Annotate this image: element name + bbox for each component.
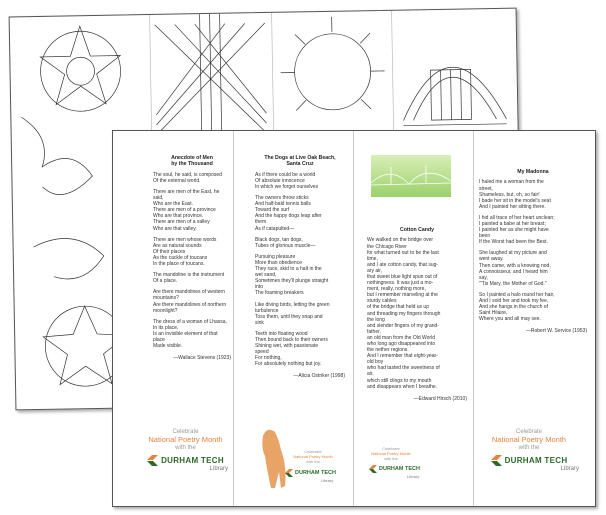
poem-stanza (255, 302, 345, 326)
poem-line: So I painted a halo round her hair, (479, 291, 555, 298)
promo-event-3: National Poetry Month (371, 451, 411, 456)
poem-stanza (153, 189, 231, 232)
poem-line: Pursuing pleasure (255, 253, 296, 260)
poem-title-line: Anecdote of Men (171, 155, 213, 161)
poem-line: ary air, (367, 267, 383, 274)
poem-line: And she hangs in the church of (479, 304, 548, 311)
poetry-month-promo-1 (143, 429, 228, 473)
poem-line: into (255, 284, 264, 291)
poem-line: Is an invisible element of that (153, 330, 218, 337)
poem-line: The owners throw sticks (255, 195, 309, 202)
poem-title-line: The Dogs at Live Oak Beach, (264, 155, 336, 161)
poem-line: I haled me a woman from the (479, 179, 544, 186)
bridge-bookmark (155, 13, 267, 135)
poem-line: wet sand, (255, 272, 277, 279)
poem-line: As if catapulted— (255, 225, 295, 232)
poem-line: Who are that valley. (153, 225, 197, 232)
poem-line: and disappears when I breathe. (367, 383, 438, 390)
poem-column-1 (153, 155, 231, 361)
poem-line: And the happy dogs leap after (255, 213, 322, 220)
durham-tech-logo-icon-3 (369, 465, 377, 473)
poem-line: "'Tis Mary, the Mother of God." (479, 280, 547, 287)
poetry-month-promo-3 (369, 446, 413, 461)
poem-line: She laughed at my picture and (479, 250, 547, 257)
poem-title (479, 169, 587, 175)
poem-line: nothingness. It was just a mo- (367, 280, 434, 287)
poem-title-line: My Madonna (517, 169, 549, 175)
poem-line: The foaming breakers (255, 290, 304, 297)
poem-column-2 (255, 155, 345, 380)
poem-stanza (153, 272, 231, 284)
poem-line: Then came, with a knowing nod, (479, 262, 551, 269)
bridge-photo (371, 155, 451, 197)
poem-line: time, (367, 255, 378, 262)
poem-line: ment, really, nothing more, (367, 286, 426, 293)
poem-stanza (255, 237, 345, 249)
poem-stanza (153, 172, 231, 184)
poem-line: In which we forget ourselves (255, 184, 319, 190)
poem-stanza (479, 215, 587, 245)
durham-tech-logo-text-small: DURHAM TECH (295, 470, 336, 476)
poem-line: The soul, he said, is composed (153, 171, 222, 178)
poem-stanza (479, 292, 587, 322)
poem-title-line: Santa Cruz (286, 161, 314, 168)
poem-line: Are there mandolines of northern (153, 301, 227, 308)
poem-stanza (479, 179, 587, 209)
poem-column-3 (367, 227, 467, 402)
poem-line: went away. (479, 256, 504, 263)
poem-line: I hid all trace of her heart unclean; (479, 214, 555, 221)
poem-line: and threading my fingers through (367, 310, 441, 317)
poem-stanza (255, 331, 345, 368)
sun-bookmark (280, 16, 386, 111)
durham-tech-logo-text: DURHAM TECH (161, 455, 224, 465)
poem-line: There are men of a valley (153, 219, 210, 226)
poem-stanza (153, 237, 231, 267)
poem-line: Toss them, until they snap and (255, 313, 323, 320)
poem-line: There are men of the East, he (153, 189, 220, 195)
poem-line: moonlight? (153, 307, 178, 314)
poem-line: For nothing, (255, 355, 282, 362)
promo-with-3: with the (384, 456, 398, 461)
durham-tech-logo-icon-small (285, 469, 293, 477)
poem-line: place (153, 336, 165, 343)
promo-library-4: Library (560, 465, 579, 472)
poem-line: There are men of a province (153, 207, 216, 214)
poem-line: Shameless, but, oh, so fair! (479, 191, 540, 198)
poem-line: And I painted her sitting there. (479, 203, 546, 210)
poem-line: And half-bald tennis balls (255, 201, 311, 208)
poetry-month-promo-4 (479, 429, 579, 473)
poem-line: that sweet blue light spun out of (367, 273, 438, 280)
poem-author: —Edward Hirsch (2010) (413, 395, 467, 402)
promo-with-4: with the (518, 444, 540, 451)
durham-tech-logo-icon-4 (491, 455, 502, 466)
poetry-month-promo-2 (293, 449, 333, 464)
poem-line: We walked on the bridge over (367, 237, 434, 244)
poem-author: —Alicia Ostriker (1998) (293, 373, 345, 380)
building-bookmark (403, 66, 507, 125)
poem-title (367, 227, 467, 233)
poem-line: of the bridge that held us up (367, 304, 429, 311)
poem-line: say, (479, 274, 488, 281)
poem-line: Where you and all may see. (479, 316, 541, 323)
poem-title (255, 155, 345, 168)
poem-line: been (479, 233, 491, 240)
poem-line: Sometimes they'll plunge straight (255, 278, 329, 285)
poem-line: air, (367, 371, 374, 378)
poem-line: Of their places (153, 248, 186, 255)
poem-line: said, (153, 195, 164, 202)
poem-line: Of absolute innocence (255, 177, 305, 184)
poem-stanza (153, 289, 231, 313)
poem-line: In its place, (153, 324, 179, 331)
durham-tech-logo-text-3: DURHAM TECH (379, 466, 420, 472)
promo-celebrate-4: Celebrate (515, 429, 542, 435)
poem-line: and I ate cotton candy, that sug- (367, 261, 439, 268)
poem-line: Shining wet, with passionate (255, 343, 319, 350)
promo-celebrate-small: Celebrate (304, 449, 322, 454)
poem-author: —Robert W. Service (1953) (525, 328, 587, 335)
poem-line: As the cackle of toucans (153, 254, 208, 261)
poem-line: Then bound back to their owners (255, 336, 328, 343)
promo-library-3: Library (407, 474, 420, 479)
poem-line: I painted a babe at her breast; (479, 220, 546, 227)
poem-line: Teeth into floating wood (255, 330, 308, 337)
poem-line: A connoisseur, and I heard him (479, 268, 548, 275)
poem-line: And I sold her and took my fee, (479, 298, 549, 304)
poem-line: Black dogs, tan dogs, (255, 236, 303, 243)
durham-tech-logo-icon (147, 455, 158, 466)
poem-line: And I remember that eight-year- (367, 353, 438, 360)
poem-line: They race, skid to a halt in the (255, 266, 322, 273)
promo-with: with the (175, 444, 196, 451)
poem-line: but I remember marveling at the (367, 292, 438, 299)
promo-event-4: National Poetry Month (491, 435, 567, 444)
durham-tech-logo-text-4: DURHAM TECH (504, 455, 568, 465)
durham-tech-logo-small (285, 469, 336, 477)
poem-line: Toward the surf (255, 207, 290, 214)
dog-silhouette-icon (257, 426, 293, 498)
poem-line: In the place of toucans. (153, 261, 205, 268)
poem-line: Are as natural sounds (153, 242, 202, 249)
poem-line: As if there could be a world (255, 171, 316, 178)
promo-celebrate: Celebrate (172, 429, 199, 435)
poem-line: If the Worst had been the Best. (479, 239, 548, 246)
poem-line: I bade her sit in the model's seat (479, 197, 551, 204)
poem-column-4 (479, 169, 587, 334)
poem-stanza (367, 237, 467, 389)
poem-line: sink (255, 319, 264, 326)
poem-line: Who are that province. (153, 213, 204, 220)
poem-line: the Chicago River (367, 243, 407, 250)
promo-library-small: Library (321, 478, 334, 483)
poem-author: —Wallace Stevens (1923) (173, 355, 231, 362)
durham-tech-logo-3 (369, 465, 420, 473)
poem-line: the nether regions. (367, 347, 409, 354)
poem-line: speed (255, 349, 269, 356)
poem-line: and slender fingers of my grand- (367, 322, 439, 329)
poem-line: old boy (367, 359, 384, 366)
poem-line: them (255, 219, 267, 226)
poem-stanza (255, 172, 345, 190)
poetry-brochure-sheet (112, 130, 596, 507)
poem-line: turbulence (255, 307, 279, 314)
poem-stanza (479, 250, 587, 287)
poem-line: for what turned out to be the last (367, 249, 439, 256)
poem-line: More than obedience (255, 259, 302, 266)
poem-line: There are men whose words (153, 236, 217, 243)
poem-line: father, (367, 328, 381, 335)
poem-line: Made visible. (153, 343, 183, 350)
poem-line: the long (367, 316, 385, 323)
poem-title-line: by the Thousand (171, 161, 213, 168)
poem-line: Of a place. (153, 278, 178, 285)
poem-line: The dress of a woman of Lhassa, (153, 318, 227, 325)
poem-stanza (153, 319, 231, 349)
poem-line: Who are the East. (153, 201, 194, 208)
poem-line: Tubes of glorious muscle— (255, 242, 316, 249)
poem-stanza (255, 195, 345, 232)
poem-line: sturdy cables (367, 298, 397, 305)
poem-line: For absolutely nothing but joy. (255, 361, 322, 368)
poem-line: The mandoline is the instrument (153, 272, 225, 279)
poem-title-line: Cotton Candy (399, 227, 434, 233)
poem-line: who had tasted the sweetness of (367, 365, 440, 372)
poem-stanza (255, 254, 345, 297)
poem-line: mountains? (153, 295, 179, 302)
poem-line: Are there mandolines of western (153, 289, 225, 296)
promo-celebrate-3: Celebrate (382, 446, 400, 451)
promo-event-small: National Poetry Month (293, 454, 333, 459)
poem-line: Of the external world. (153, 177, 201, 184)
poem-line: I painted her as she might have (479, 227, 549, 234)
promo-event: National Poetry Month (148, 435, 223, 444)
promo-library: Library (209, 465, 228, 472)
bridge-silhouette-icon (371, 155, 451, 197)
poem-line: Like diving birds, letting the green (255, 301, 330, 308)
poem-line: an old man from the Old World (367, 334, 435, 341)
poem-line: street, (479, 185, 493, 192)
poem-line: which still clings to my mouth (367, 377, 432, 384)
poem-line: Saint Hilaire, (479, 310, 508, 317)
poem-title (153, 155, 231, 168)
promo-with-small: with the (306, 459, 320, 464)
poem-line: who long ago disappeared into (367, 341, 436, 347)
